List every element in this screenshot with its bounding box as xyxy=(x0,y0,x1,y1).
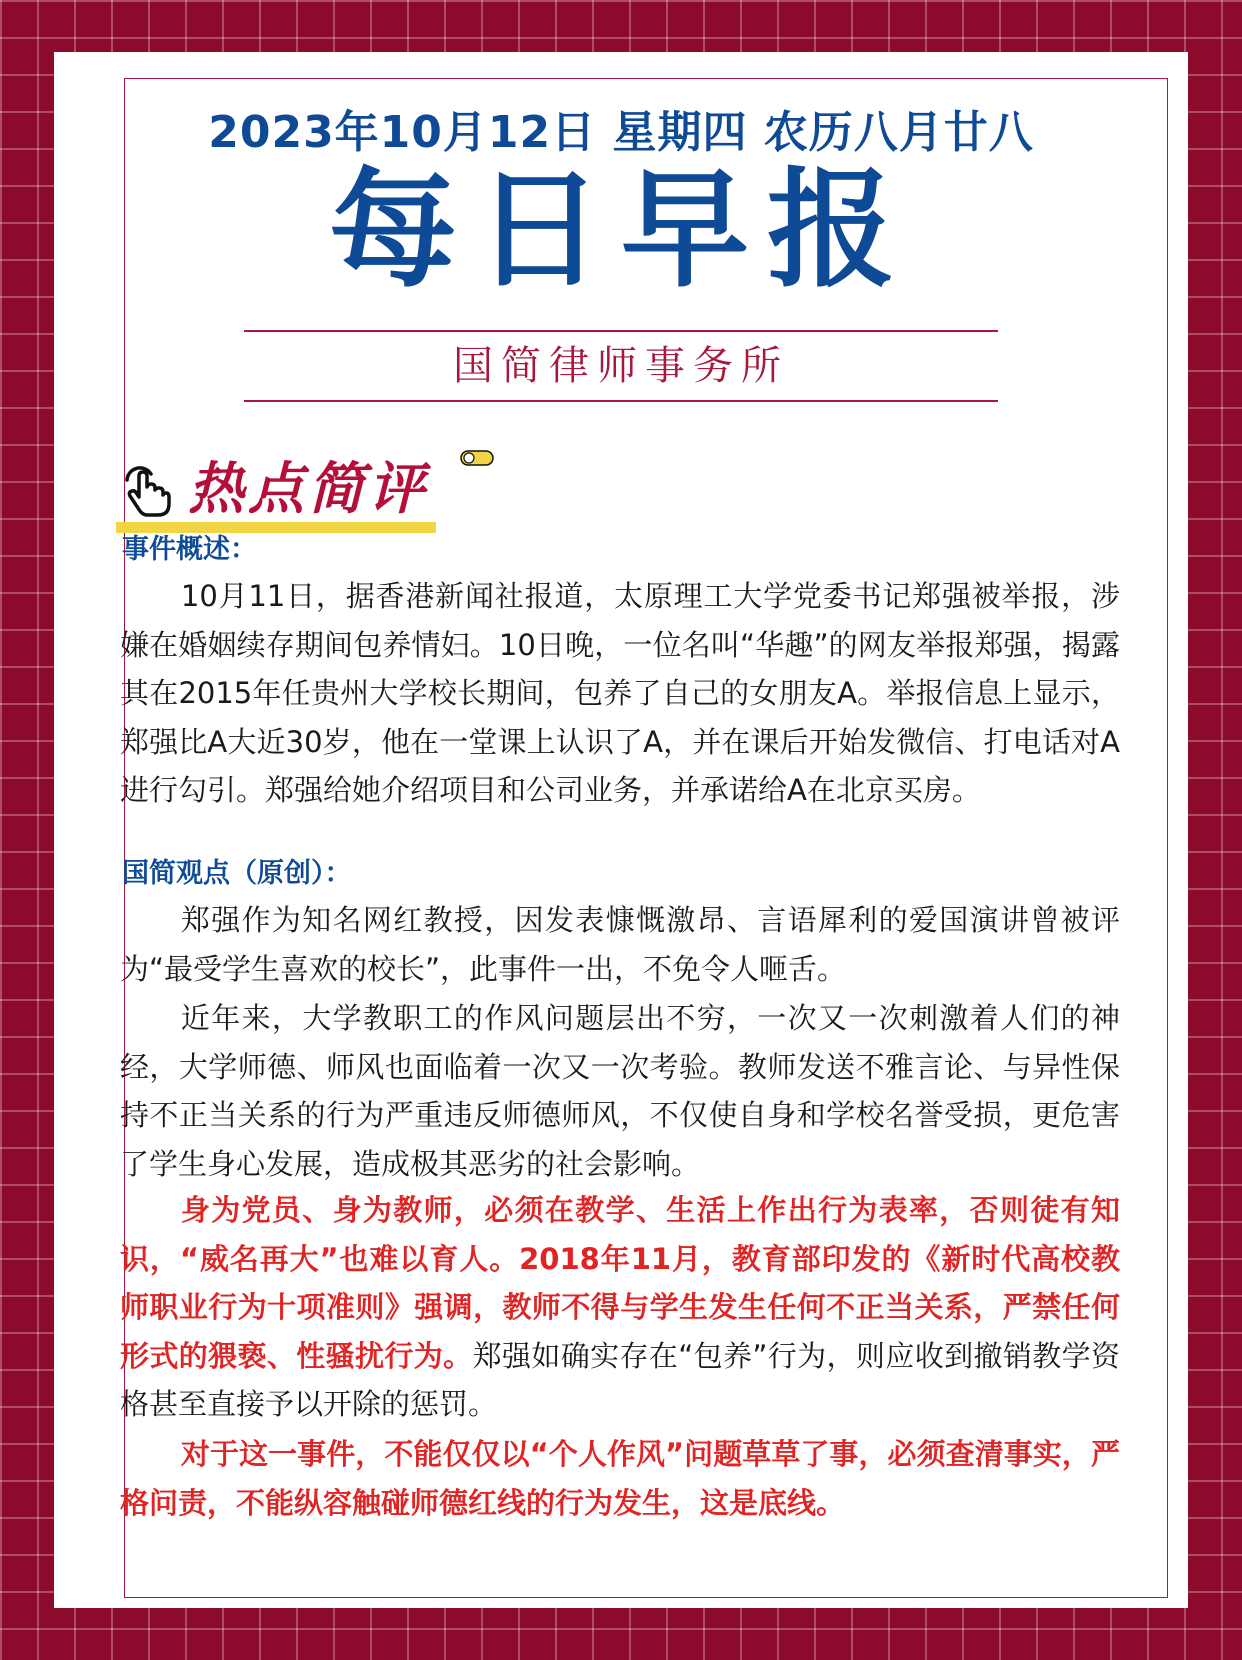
opinion-heading: 国简观点（原创）： xyxy=(122,858,352,889)
opinion-paragraph-3-plain: 郑强如确实存在“包养”行为，则应收到撤销教学资格甚至直接予以开除的惩罚。 xyxy=(120,1338,1120,1421)
divider-bottom xyxy=(244,400,998,402)
firm-name: 国简律师事务所 xyxy=(453,343,789,389)
opinion-paragraph-2: 近年来，大学教职工的作风问题层出不穷，一次又一次刺激着人们的神经，大学师德、师风也面临着一次又一次考验。教师发送不雅言论、与异性保持不正当关系的行为严重违反师德师风，不仅使自身和学校名誉受损，更危害了学生身心发展，造成极其恶劣的社会影响。 xyxy=(120,1001,1120,1181)
overview-paragraph: 10月11日，据香港新闻社报道，太原理工大学党委书记郑强被举报，涉嫌在婚姻续存期间包养情妇。10日晚，一位名叫“华趣”的网友举报郑强，揭露其在2015年任贵州大学校长期间，包养了自己的女朋友A。举报信息上显示，郑强比A大近30岁，他在一堂课上认识了A，并在课后开始发微信、打电话对A进行勾引。郑强给她介绍项目和公司业务，并承诺给A在北京买房。 xyxy=(120,579,1120,807)
toggle-pill-icon xyxy=(460,450,494,466)
section-title: 热点简评 xyxy=(188,457,428,522)
report-card xyxy=(54,52,1188,1608)
opinion-paragraph-4: 对于这一事件，不能仅仅以“个人作风”问题草草了事，必须查清事实，严格问责，不能纵容触碰师德红线的行为发生，这是底线。 xyxy=(120,1437,1120,1520)
hand-tap-icon xyxy=(118,462,172,518)
masthead-title: 每日早报 xyxy=(328,156,913,305)
opinion-paragraph-3-emphasis: 身为党员、身为教师，必须在教学、生活上作出行为表率，否则徒有知识，“威名再大”也难以育人。2018年11月，教育部印发的《新时代高校教师职业行为十项准则》强调，教师不得与学生发生任何不正当关系，严禁任何形式的猥亵、性骚扰行为。 xyxy=(120,1193,1120,1373)
opinion-paragraph-1: 郑强作为知名网红教授，因发表慷慨激昂、言语犀利的爱国演讲曾被评为“最受学生喜欢的校长”，此事件一出，不免令人咂舌。 xyxy=(120,903,1120,986)
divider-top xyxy=(244,330,998,332)
date-line: 2023年10月12日 星期四 农历八月廿八 xyxy=(208,107,1034,158)
overview-heading: 事件概述： xyxy=(122,534,257,565)
opinion-paragraph-3 xyxy=(120,1186,1120,1429)
